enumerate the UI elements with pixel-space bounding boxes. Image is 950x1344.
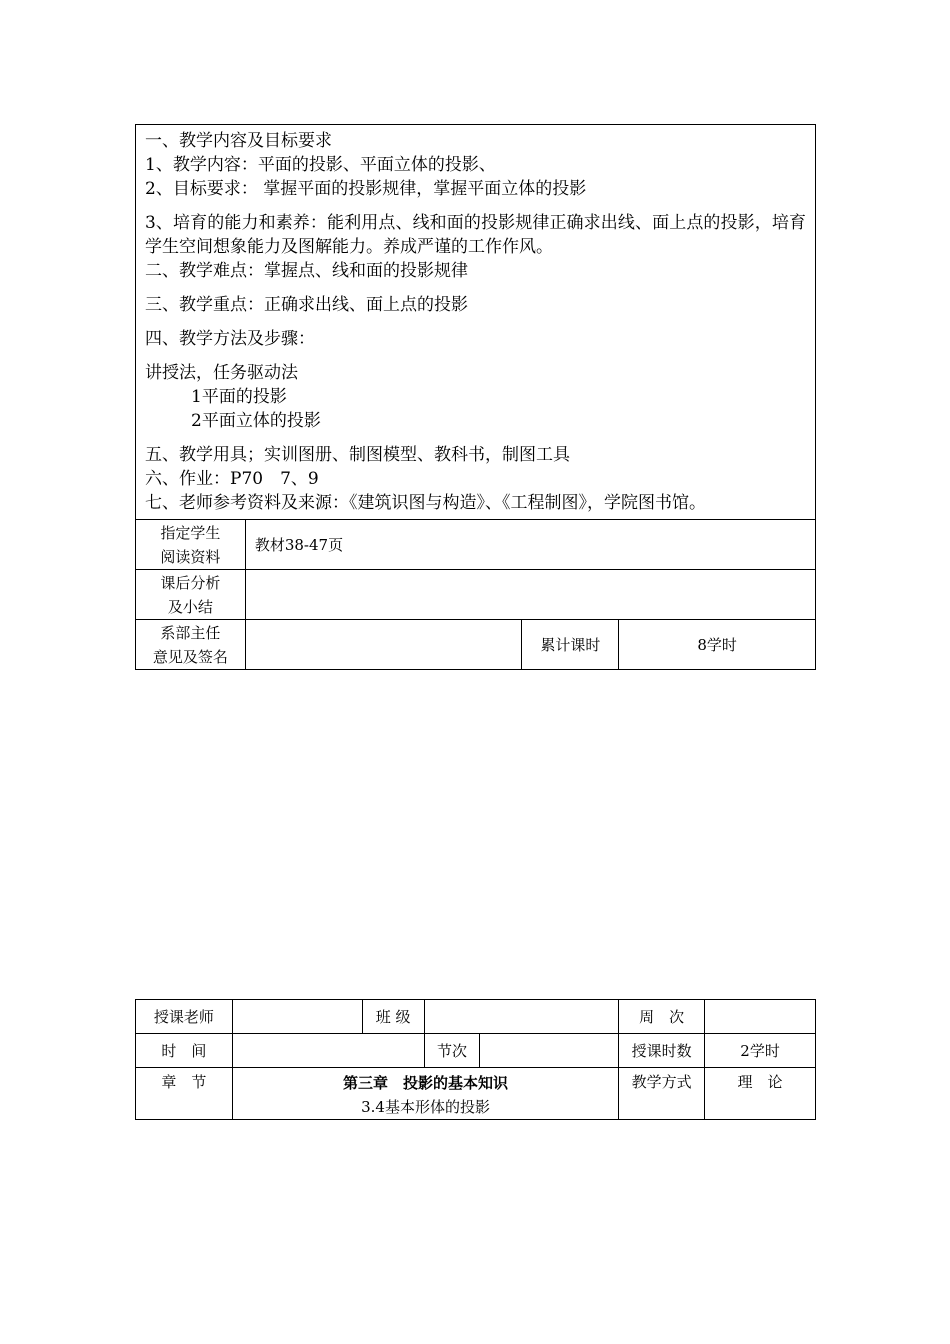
period-label: 节次 xyxy=(424,1034,480,1068)
summary-value xyxy=(245,570,815,620)
lesson-plan-table xyxy=(135,124,816,670)
director-value xyxy=(245,620,522,670)
content-homework: 六、作业：P70 7、9 xyxy=(145,469,319,489)
hours-value: 2学时 xyxy=(705,1034,816,1068)
reading-value: 教材38-47页 xyxy=(245,520,815,570)
chapter-label: 章 节 xyxy=(136,1068,233,1120)
reading-label xyxy=(136,520,246,570)
content-references: 七、老师参考资料及来源：《建筑识图与构造》、《工程制图》，学院图书馆。 xyxy=(145,493,706,513)
class-value xyxy=(424,1000,619,1034)
cumulative-hours-value: 8学时 xyxy=(619,620,816,670)
period-value xyxy=(480,1034,619,1068)
lesson-header-table xyxy=(135,999,816,1120)
cumulative-hours-label: 累计课时 xyxy=(522,620,619,670)
content-difficulty: 二、教学难点：掌握点、线和面的投影规律 xyxy=(145,261,468,281)
time-label: 时 间 xyxy=(136,1034,233,1068)
chapter-title: 第三章 投影的基本知识 xyxy=(343,1074,509,1092)
content-teaching-content: 1、教学内容：平面的投影、平面立体的投影、 xyxy=(145,155,496,175)
reading-label-line-1: 指定学生 xyxy=(160,523,221,542)
content-abilities: 3、培育的能力和素养：能利用点、线和面的投影规律正确求出线、面上点的投影，培育学生空间想象能力及图解能力。养成严谨的工作作风。 xyxy=(145,213,806,257)
content-methods-heading: 四、教学方法及步骤： xyxy=(145,329,315,349)
method-label: 教学方式 xyxy=(619,1068,705,1120)
director-label-line-2: 意见及签名 xyxy=(152,647,228,666)
week-value xyxy=(705,1000,816,1034)
lesson-content-cell xyxy=(136,125,816,520)
content-target-requirements: 2、目标要求： 掌握平面的投影规律，掌握平面立体的投影 xyxy=(145,179,587,199)
summary-label xyxy=(136,570,246,620)
summary-label-line-2: 及小结 xyxy=(167,597,213,616)
content-key-points: 三、教学重点：正确求出线、面上点的投影 xyxy=(145,295,468,315)
chapter-subtitle: 3.4基本形体的投影 xyxy=(361,1098,490,1116)
content-methods: 讲授法，任务驱动法 xyxy=(145,363,298,383)
class-label: 班 级 xyxy=(362,1000,424,1034)
chapter-cell xyxy=(232,1068,618,1120)
method-value: 理 论 xyxy=(705,1068,816,1120)
teacher-value xyxy=(232,1000,362,1034)
summary-label-line-1: 课后分析 xyxy=(160,573,221,592)
content-tools: 五、教学用具；实训图册、制图模型、教科书，制图工具 xyxy=(145,445,570,465)
teacher-label: 授课老师 xyxy=(136,1000,233,1034)
content-objectives-heading: 一、教学内容及目标要求 xyxy=(145,131,332,151)
director-label-line-1: 系部主任 xyxy=(160,623,221,642)
content-step-1: 1平面的投影 xyxy=(191,387,287,407)
reading-label-line-2: 阅读资料 xyxy=(160,547,221,566)
director-label xyxy=(136,620,246,670)
week-label: 周 次 xyxy=(619,1000,705,1034)
hours-label: 授课时数 xyxy=(619,1034,705,1068)
time-value xyxy=(232,1034,424,1068)
content-step-2: 2平面立体的投影 xyxy=(191,411,321,431)
